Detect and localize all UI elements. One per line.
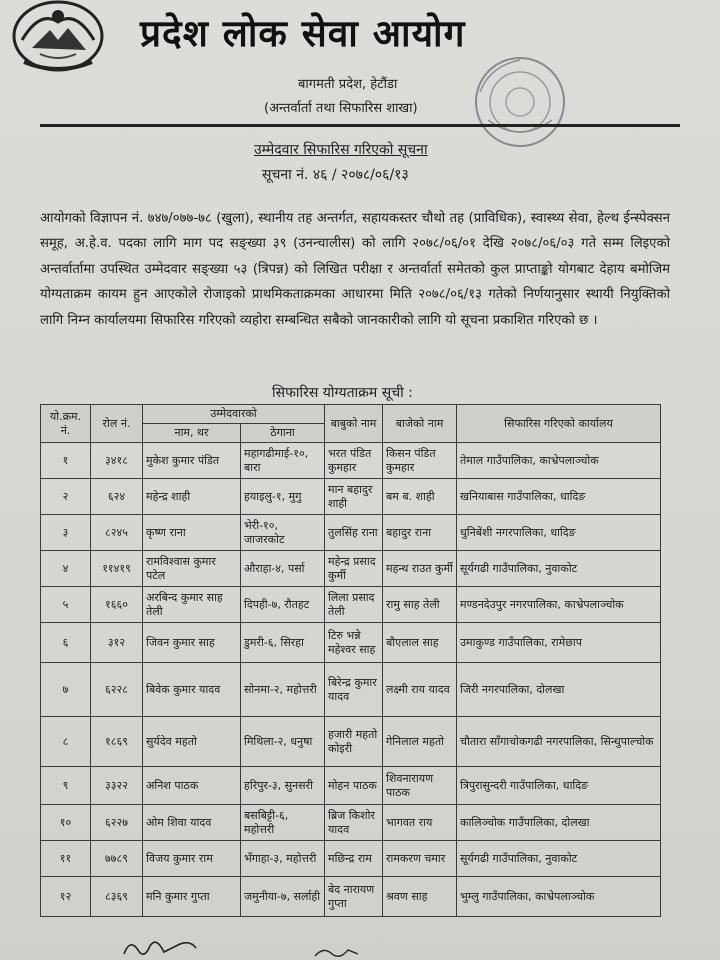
header-subtitle-province: बागमती प्रदेश, हेटौंडा [298,77,398,92]
cell-name: बिवेक कुमार यादव [143,663,241,717]
cell-office: तेमाल गाउँपालिका, काभ्रेपलाञ्चोक [457,443,661,479]
cell-serial: १२ [41,877,91,917]
office-stamp-icon [470,52,570,152]
cell-name: रामविश्वास कुमार पटेल [143,551,241,587]
cell-office: जिरी नगरपालिका, दोलखा [457,663,661,717]
cell-father: मान बहादुर शाही [325,479,383,515]
cell-serial: ७ [41,663,91,717]
table-row [41,479,661,515]
cell-serial: ९ [41,767,91,805]
cell-office: भुम्लु गाउँपालिका, काभ्रेपलाञ्चोक [457,877,661,917]
cell-roll: ३४१८ [91,443,143,479]
header-subtitle-section: (अन्तर्वार्ता तथा सिफारिस शाखा) [264,101,418,116]
cell-address: दिपही-७, रौतहट [241,587,325,623]
cell-serial: ५ [41,587,91,623]
cell-name: कृष्ण राना [143,515,241,551]
cell-father: मोहन पाठक [325,767,383,805]
cell-address: सोनमा-२, महोत्तरी [241,663,325,717]
cell-address: भँगाहा-३, महोत्तरी [241,841,325,877]
cell-office: कालिञ्चोक गाउँपालिका, दोलखा [457,805,661,841]
cell-father: ब्रिज किशोर यादव [325,805,383,841]
header-serial: यो.क्रम. नं. [41,405,91,443]
cell-roll: ११४१९ [91,551,143,587]
cell-grandfather: भागवत राय [383,805,457,841]
table-row [41,551,661,587]
table-row [41,841,661,877]
cell-father: हजारी महतो कोइरी [325,717,383,767]
cell-serial: ४ [41,551,91,587]
cell-name: मनि कुमार गुप्ता [143,877,241,917]
table-row [41,623,661,663]
initials-icon [312,944,362,960]
page-title: प्रदेश लोक सेवा आयोग [140,11,466,55]
cell-grandfather: शिवनारायण पाठक [383,767,457,805]
government-emblem-icon [10,0,106,76]
cell-father: तुलसिंह राना [325,515,383,551]
cell-father: बिरेन्द्र कुमार यादव [325,663,383,717]
cell-grandfather: बहादुर राना [383,515,457,551]
cell-grandfather: लक्ष्मी राय यादव [383,663,457,717]
table-row [41,805,661,841]
cell-name: अनिश पाठक [143,767,241,805]
cell-office: चौतारा साँगाचोकगढी नगरपालिका, सिन्धुपाल्चोक [457,717,661,767]
table-row [41,767,661,805]
list-title: सिफारिस योग्यताक्रम सूची : [272,385,413,401]
cell-father: मछिन्द्र राम [325,841,383,877]
cell-father: महेन्द्र प्रसाद कुर्मी [325,551,383,587]
cell-grandfather: किसन पंडित कुमहार [383,443,457,479]
cell-name: अरबिन्द कुमार साह तेली [143,587,241,623]
cell-address: भेरी-१०, जाजरकोट [241,515,325,551]
cell-father: लिला प्रसाद तेली [325,587,383,623]
cell-roll: ६२२७ [91,805,143,841]
recommendation-table [40,404,661,917]
cell-serial: २ [41,479,91,515]
header-name: नाम, थर [143,424,241,443]
cell-name: मुकेश कुमार पंडित [143,443,241,479]
cell-serial: ११ [41,841,91,877]
header-grandfather: बाजेको नाम [383,405,457,443]
cell-roll: ८२४५ [91,515,143,551]
cell-address: औराहा-४, पर्सा [241,551,325,587]
cell-roll: ६२२८ [91,663,143,717]
cell-grandfather: रामकरण चमार [383,841,457,877]
cell-roll: ३३२२ [91,767,143,805]
cell-roll: ३१२ [91,623,143,663]
cell-father: टिरु भन्ने महेश्वर साह [325,623,383,663]
cell-serial: १ [41,443,91,479]
cell-address: बसबिट्टी-६, महोत्तरी [241,805,325,841]
header-roll: रोल नं. [91,405,143,443]
cell-serial: ८ [41,717,91,767]
header-father: बाबुको नाम [325,405,383,443]
cell-address: हरिपुर-३, सुनसरी [241,767,325,805]
table-row [41,515,661,551]
cell-roll: ६२४ [91,479,143,515]
cell-office: सूर्यगढी गाउँपालिका, नुवाकोट [457,841,661,877]
cell-office: उमाकुण्ड गाउँपालिका, रामेछाप [457,623,661,663]
table-row [41,717,661,767]
notice-title: उम्मेदवार सिफारिस गरिएको सूचना [254,142,428,158]
cell-name: ओम शिवा यादव [143,805,241,841]
notice-number: सूचना नं. ४६ / २०७८/०६/१३ [262,167,409,183]
cell-address: महागढीमाई-१०, बारा [241,443,325,479]
cell-office: धुनिबेंशी नगरपालिका, धादिङ [457,515,661,551]
cell-roll: ८३६९ [91,877,143,917]
cell-name: जिवन कुमार साह [143,623,241,663]
header-office: सिफारिस गरिएको कार्यालय [457,405,661,443]
cell-grandfather: बौएलाल साह [383,623,457,663]
header-divider [40,124,680,127]
cell-serial: ६ [41,623,91,663]
header-candidate: उम्मेदवारको [143,405,325,424]
cell-name: सुर्यदेव महतो [143,717,241,767]
cell-office: खनियाबास गाउँपालिका, धादिङ [457,479,661,515]
cell-address: जमुनीया-७, सर्लाही [241,877,325,917]
cell-name: महेन्द्र शाही [143,479,241,515]
cell-grandfather: श्रवण साह [383,877,457,917]
cell-grandfather: बम ब. शाही [383,479,457,515]
cell-father: बेद नारायण गुप्ता [325,877,383,917]
table-row [41,587,661,623]
table-row [41,663,661,717]
cell-office: सूर्यगढी गाउँपालिका, नुवाकोट [457,551,661,587]
cell-address: डुमरी-६, सिरहा [241,623,325,663]
header-address: ठेगाना [241,424,325,443]
cell-grandfather: गेनिलाल महतो [383,717,457,767]
cell-serial: ३ [41,515,91,551]
cell-serial: १० [41,805,91,841]
cell-office: मण्डनदेउपुर नगरपालिका, काभ्रेपलाञ्चोक [457,587,661,623]
cell-grandfather: महन्थ राउत कुर्मी [383,551,457,587]
table-row [41,443,661,479]
cell-address: हयाइलु-१, मुगु [241,479,325,515]
cell-roll: १८६९ [91,717,143,767]
cell-roll: ७७८९ [91,841,143,877]
cell-roll: १६६० [91,587,143,623]
signature-icon [120,934,200,960]
notice-body: आयोगको विज्ञापन नं. ७४७/०७७-७८ (खुला), स्थानीय तह अन्तर्गत, सहायकस्तर चौथो तह (प्राविधिक), स्वास्थ्य सेवा, हेल्थ ईन्स्पेक्सन समूह, अ.हे.व. पदका लागि माग पद सङ्ख्या ३९ (उनन्चालीस) को लागि २०७८/०६/०१ देखि २०७८/०६/०३ गते सम्म लिइएको अन्तर्वार्तामा उपस्थित उम्मेदवार सङ्ख्या ५३ (त्रिपन्न) को लिखित परीक्षा र अन्तर्वार्ता समेतको कुल प्राप्ताङ्को योगबाट देहाय बमोजिम योग्यताक्रम कायम हुन आएकोले रोजाइको प्राथमिकताक्रमका आधारमा मिति २०७८/०६/१३ गतेको निर्णयानुसार स्थायी नियुक्तिको लागि निम्न कार्यालयमा सिफारिस गरिएको व्यहोरा सम्बन्धित सबैको जानकारीको लागि यो सूचना प्रकाशित गरिएको छ । [40,211,670,328]
cell-office: त्रिपुरासुन्दरी गाउँपालिका, धादिङ [457,767,661,805]
cell-address: मिथिला-२, धनुषा [241,717,325,767]
cell-father: भरत पंडित कुमहार [325,443,383,479]
table-row [41,877,661,917]
cell-name: विजय कुमार राम [143,841,241,877]
cell-grandfather: रामु साह तेली [383,587,457,623]
